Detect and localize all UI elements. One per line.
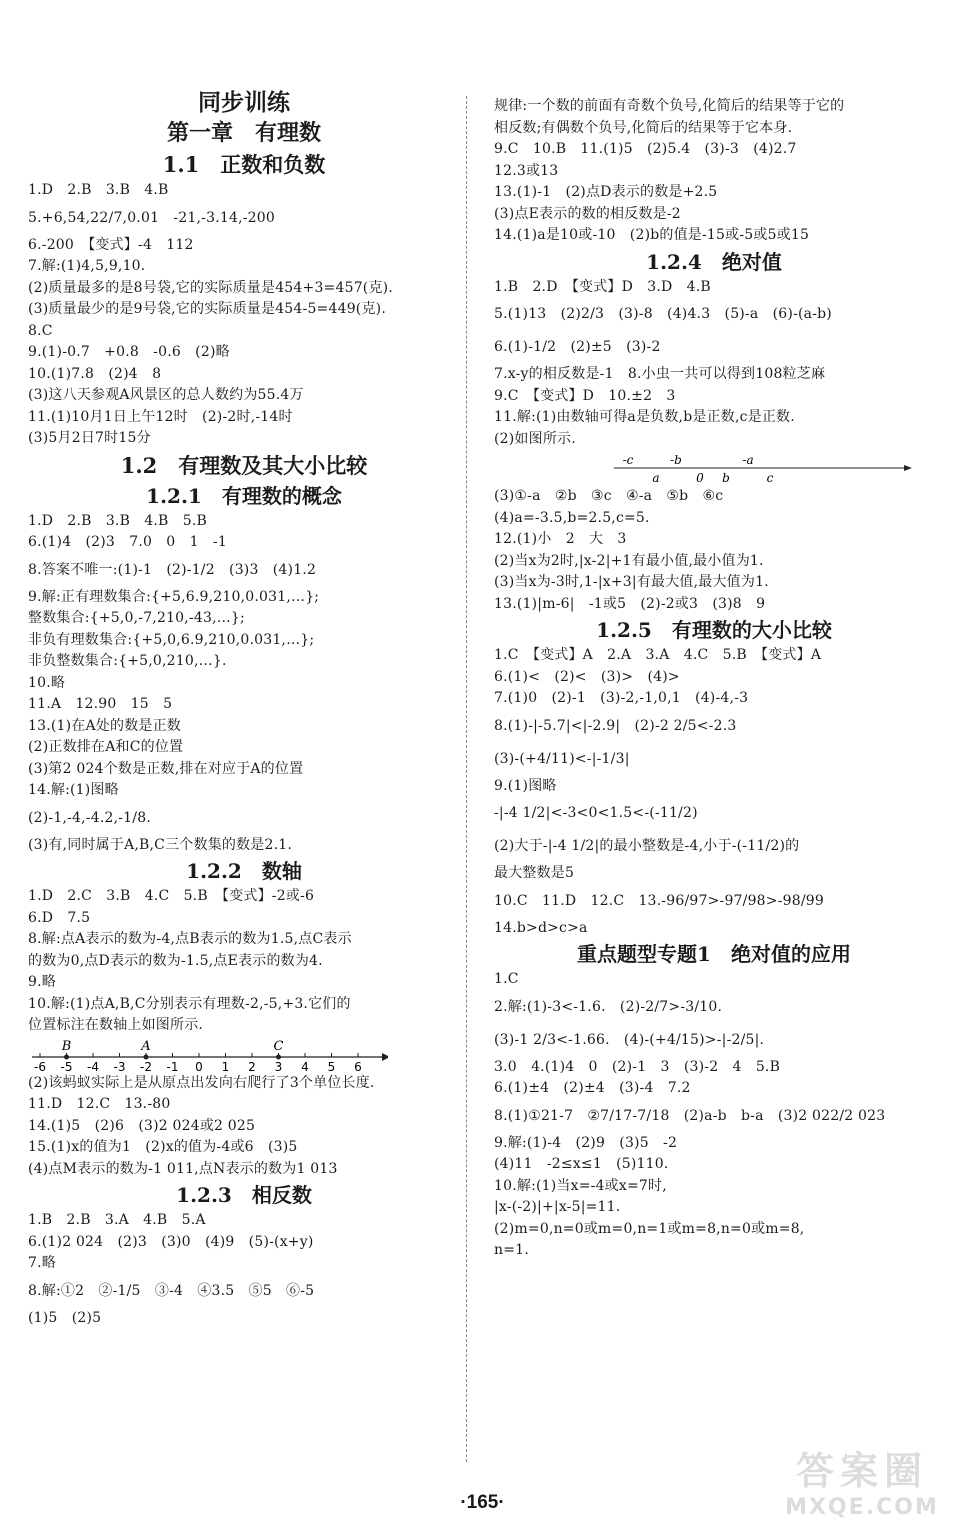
right-column	[494, 96, 934, 1262]
left-column	[28, 88, 460, 1329]
section-heading: 1.1 正数和负数	[162, 152, 326, 177]
answer-line: 9.解:(1)-4 (2)9 (3)5 -2	[494, 1134, 678, 1151]
answer-line: 6.(1)-1/2 (2)±5 (3)-2	[494, 339, 661, 355]
answer-line: 1.B 2.B 3.A 4.B 5.A	[28, 1212, 206, 1228]
axis-tick-label: 4	[301, 1059, 309, 1073]
answer-line: 10.C 11.D 12.C 13.-96/97>-97/98>-98/99	[494, 892, 824, 909]
watermark-logo	[777, 1440, 947, 1526]
answer-line: (2)正数排在A和C的位置	[28, 739, 184, 755]
answer-line: 10.略	[28, 674, 66, 691]
axis-tick-label: 6	[354, 1059, 362, 1073]
answer-line: 1.C	[494, 971, 519, 987]
axis-arrow	[382, 1053, 388, 1061]
answer-line: 8.(1)①21-7 ②7/17-7/18 (2)a-b b-a (3)2 022/2 023	[494, 1107, 886, 1124]
section-heading: 同步训练	[198, 89, 290, 116]
answer-line: 6.(1)2 024 (2)3 (3)0 (4)9 (5)-(x+y)	[28, 1233, 314, 1250]
answer-line: 相反数;有偶数个负号,化简后的结果等于它本身.	[494, 119, 793, 136]
answer-line: 整数集合:{+5,0,-7,210,-43,…};	[28, 610, 245, 626]
axis-arrow	[904, 465, 912, 471]
answer-line: 9.(1)图略	[494, 777, 557, 794]
answer-line: (3)当x为-3时,1-|x+3|有最大值,最大值为1.	[494, 574, 769, 590]
answer-line: (1)5 (2)5	[28, 1309, 102, 1326]
axis-label: a	[652, 471, 660, 485]
axis-tick-label: -4	[87, 1059, 99, 1073]
answer-line: 6.(1)< (2)< (3)> (4)>	[494, 668, 680, 685]
axis-tick-label: 1	[221, 1059, 230, 1073]
axis-tick-label: 2	[248, 1059, 256, 1073]
axis-point	[144, 1054, 149, 1059]
axis-tick-label: -6	[34, 1059, 46, 1073]
answer-line: 8.C	[28, 322, 53, 339]
axis-tick-label: 3	[274, 1059, 283, 1073]
answer-line: 7.(1)0 (2)-1 (3)-2,-1,0,1 (4)-4,-3	[494, 690, 749, 706]
answer-line: 6.(1)4 (2)3 7.0 0 1 -1	[28, 534, 227, 550]
answer-line: 7.略	[28, 1255, 56, 1271]
section-heading: 第一章 有理数	[166, 120, 321, 146]
answer-line: (2)m=0,n=0或m=0,n=1或m=8,n=0或m=8,	[494, 1220, 805, 1237]
axis-tick-label: -3	[113, 1059, 126, 1073]
answer-line: 14.b>d>c>a	[494, 919, 588, 936]
axis-tick-label: -1	[166, 1059, 179, 1073]
answer-line: 8.解:点A表示的数为-4,点B表示的数为1.5,点C表示	[28, 931, 352, 947]
number-line-diagram	[28, 1037, 460, 1073]
abc-number-line-figure	[614, 450, 914, 486]
section-heading: 1.2.5 有理数的大小比较	[596, 618, 832, 642]
answer-line: 12.3或13	[494, 162, 559, 179]
section-heading: 重点题型专题1 绝对值的应用	[577, 942, 851, 966]
answer-line: 9.略	[28, 974, 56, 990]
answer-line: 规律:一个数的前面有奇数个负号,化简后的结果等于它的	[494, 98, 845, 114]
answer-line: 的数为0,点D表示的数为-1.5,点E表示的数为4.	[28, 952, 323, 969]
answer-line: (3)5月2日7时15分	[28, 430, 151, 446]
answer-line: 14.解:(1)图略	[28, 782, 119, 798]
axis-point	[276, 1054, 281, 1059]
answer-line: (3)-1 2/3<-1.66. (4)-(+4/15)>-|-2/5|.	[494, 1031, 765, 1048]
answer-line: 11.D 12.C 13.-80	[28, 1096, 171, 1112]
answer-line: 1.D 2.C 3.B 4.C 5.B 【变式】-2或-6	[28, 888, 315, 904]
answer-line: 5.(1)13 (2)2/3 (3)-8 (4)4.3 (5)-a (6)-(a-b)	[494, 306, 832, 322]
answer-line: 13.(1)|m-6| -1或5 (2)-2或3 (3)8 9	[494, 595, 766, 612]
axis-label: 0	[696, 471, 704, 485]
answer-line: 7.x-y的相反数是-1 8.小虫一共可以得到108粒芝麻	[494, 366, 826, 382]
axis-tick-label: 0	[195, 1059, 203, 1073]
answer-line: 3.0 4.(1)4 0 (2)-1 3 (3)-2 4 5.B	[494, 1058, 781, 1075]
answer-line: 位置标注在数轴上如图所示.	[28, 1017, 204, 1033]
answer-line: 14.(1)a是10或-10 (2)b的值是-15或-5或5或15	[494, 227, 810, 243]
answer-line: 6.D 7.5	[28, 909, 91, 926]
answer-line: (2)-1,-4,-4.2,-1/8.	[28, 809, 151, 826]
answer-line: (3)-(+4/11)<-|-1/3|	[494, 750, 630, 767]
answer-line: 9.(1)-0.7 +0.8 -0.6 (2)略	[28, 344, 230, 360]
answer-line: (3)这八天参观A风景区的总人数约为55.4万	[28, 387, 304, 403]
watermark-title: 答案圈	[795, 1449, 928, 1493]
answer-line: 14.(1)5 (2)6 (3)2 024或2 025	[28, 1117, 256, 1134]
answer-line: 8.(1)-|-5.7|<|-2.9| (2)-2 2/5<-2.3	[494, 717, 737, 734]
number-line-diagram	[494, 450, 934, 486]
answer-line: 最大整数是5	[494, 865, 575, 881]
answer-line: (3)质量最少的是9号袋,它的实际质量是454-5=449(克).	[28, 301, 386, 317]
answer-line: 8.解:①2 ②-1/5 ③-4 ④3.5 ⑤5 ⑥-5	[28, 1282, 315, 1299]
section-heading: 1.2.1 有理数的概念	[146, 483, 342, 508]
answer-line: 10.(1)7.8 (2)4 8	[28, 365, 162, 382]
answer-line: (3)点E表示的数的相反数是-2	[494, 205, 681, 222]
answer-line: 15.(1)x的值为1 (2)x的值为-4或6 (3)5	[28, 1139, 298, 1155]
axis-label: b	[722, 471, 730, 485]
answer-line: 7.解:(1)4,5,9,10.	[28, 258, 146, 274]
answer-line: 非负有理数集合:{+5,0,6.9,210,0.031,…};	[28, 631, 315, 648]
answer-line: (2)如图所示.	[494, 430, 576, 447]
axis-tick-label: 5	[327, 1059, 336, 1073]
answer-line: 9.解:正有理数集合:{+5,6.9,210,0.031,…};	[28, 588, 320, 605]
number-line-figure	[28, 1037, 388, 1073]
answer-line: (2)质量最多的是8号袋,它的实际质量是454+3=457(克).	[28, 279, 393, 296]
axis-tick-label: -5	[60, 1059, 73, 1073]
axis-point-label: B	[61, 1038, 72, 1054]
axis-point-label: A	[141, 1038, 151, 1054]
answer-line: 13.(1)-1 (2)点D表示的数是+2.5	[494, 184, 718, 200]
answer-line: 2.解:(1)-3<-1.6. (2)-2/7>-3/10.	[494, 998, 723, 1015]
answer-line: (4)a=-3.5,b=2.5,c=5.	[494, 509, 650, 526]
section-heading: 1.2.2 数轴	[186, 859, 302, 883]
answer-line: 5.+6,54,22/7,0.01 -21,-3.14,-200	[28, 209, 275, 226]
answer-line: 12.(1)小 2 大 3	[494, 531, 627, 547]
answer-line: 10.解:(1)点A,B,C分别表示有理数-2,-5,+3.它们的	[28, 995, 351, 1012]
watermark-url: MXQE.COM	[785, 1495, 939, 1520]
answer-line: (4)11 -2≤x≤1 (5)110.	[494, 1156, 669, 1172]
answer-line: |x-(-2)|+|x-5|=11.	[494, 1199, 621, 1215]
axis-label: c	[766, 471, 774, 485]
answer-line: 6.(1)±4 (2)±4 (3)-4 7.2	[494, 1080, 691, 1096]
answer-line: 1.D 2.B 3.B 4.B 5.B	[28, 512, 207, 529]
section-heading: 1.2.4 绝对值	[646, 249, 782, 274]
answer-line: 11.(1)10月1日上午12时 (2)-2时,-14时	[28, 408, 293, 425]
answer-line: 11.A 12.90 15 5	[28, 696, 173, 712]
answer-line: (3)有,同时属于A,B,C三个数集的数是2.1.	[28, 836, 293, 853]
answer-line: 10.解:(1)当x=-4或x=7时,	[494, 1177, 667, 1194]
page-number: ·165·	[460, 1492, 505, 1513]
answer-line: 9.C 10.B 11.(1)5 (2)5.4 (3)-3 (4)2.7	[494, 141, 797, 157]
answer-line: 11.解:(1)由数轴可得a是负数,b是正数,c是正数.	[494, 409, 795, 425]
axis-label: -a	[742, 453, 754, 467]
answer-line: (3)第2 024个数是正数,排在对应于A的位置	[28, 760, 304, 777]
answer-line: n=1.	[494, 1242, 529, 1258]
axis-point-label: C	[273, 1038, 284, 1054]
answer-line: (4)点M表示的数为-1 011,点N表示的数为1 013	[28, 1160, 338, 1177]
column-divider	[466, 96, 467, 1462]
axis-label: -b	[670, 453, 682, 467]
section-heading: 1.2 有理数及其大小比较	[120, 452, 368, 478]
answer-line: 6.-200 【变式】-4 112	[28, 236, 194, 253]
answer-line: (2)该蚂蚁实际上是从原点出发向右爬行了3个单位长度.	[28, 1074, 375, 1091]
answer-line: 1.D 2.B 3.B 4.B	[28, 182, 169, 198]
answer-line: (3)①-a ②b ③c ④-a ⑤b ⑥c	[494, 488, 724, 504]
section-heading: 1.2.3 相反数	[176, 1183, 312, 1207]
answer-line: 1.C 【变式】A 2.A 3.A 4.C 5.B 【变式】A	[494, 647, 822, 663]
axis-tick-label: -2	[140, 1059, 152, 1073]
answer-line: 8.答案不唯一:(1)-1 (2)-1/2 (3)3 (4)1.2	[28, 561, 317, 578]
axis-label: -c	[622, 453, 634, 467]
answer-line: 9.C 【变式】D 10.±2 3	[494, 387, 676, 404]
answer-line: 1.B 2.D 【变式】D 3.D 4.B	[494, 278, 711, 295]
answer-line: (2)大于-|-4 1/2|的最小整数是-4,小于-(-11/2)的	[494, 838, 800, 854]
answer-line: (2)当x为2时,|x-2|+1有最小值,最小值为1.	[494, 552, 764, 569]
axis-point	[64, 1054, 69, 1059]
answer-line: -|-4 1/2|<-3<0<1.5<-(-11/2)	[494, 805, 698, 821]
answer-line: 13.(1)在A处的数是正数	[28, 717, 182, 734]
answer-line: 非负整数集合:{+5,0,210,…}.	[28, 653, 227, 669]
